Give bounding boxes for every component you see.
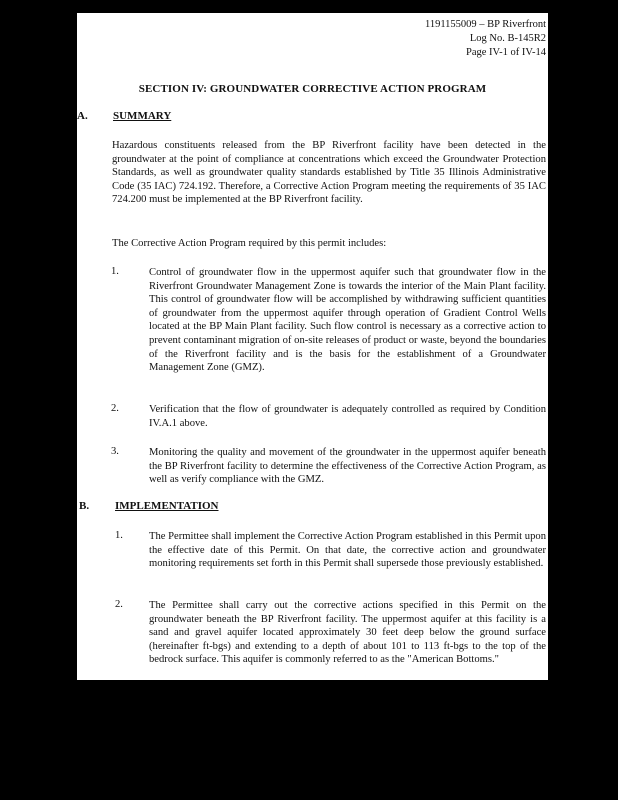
summary-item-3-number: 3. [111,446,119,457]
header-permit-id: 1191155009 – BP Riverfront [424,19,546,30]
summary-item-3-text: Monitoring the quality and movement of the groundwater in the uppermost aquifer beneath the BP Riverfront facility to determine the effectiveness of the Corrective Action Program, as well as verify compliance with the GMZ. [149,447,546,486]
implementation-item-2-number: 2. [115,599,123,610]
section-a-letter: A. [77,110,88,122]
summary-item-1-text: Control of groundwater flow in the uppermost aquifer such that groundwater flow in the Riverfront Groundwater Management Zone is towards the interior of the Main Plant facility. This control of groundwater flow will be accomplished by withdrawing sufficient quantities of groundwater from the uppermost aquifer through operation of Gradient Control Wells located at the BP Main Plant facility. Such flow control is necessary as a corrective action to prevent contaminant migration of on-site releases of product or waste, beyond the boundaries of the Riverfront facility and is the basis for the establishment of a Groundwater Management Zone (GMZ). [149,267,546,374]
implementation-item-1-text: The Permittee shall implement the Corrective Action Program established in this Permit upon the effective date of this Permit. On that date, the corrective action and groundwater monitoring requirements set forth in this Permit shall supersede those previously established. [149,531,546,570]
implementation-item-2-text: The Permittee shall carry out the corrective actions specified in this Permit on the groundwater beneath the BP Riverfront facility. The uppermost aquifer at this facility is a sand and gravel aquifer located approximately 30 feet deep below the ground surface (hereinafter ft-bgs) and extending to a depth of about 101 to 113 ft-bgs to the top of the bedrock surface. This aquifer is commonly referred to as the "American Bottoms." [149,600,546,666]
section-title: SECTION IV: GROUNDWATER CORRECTIVE ACTION PROGRAM [138,83,487,95]
section-b-heading: IMPLEMENTATION [115,500,219,512]
header-page-number: Page IV-1 of IV-14 [465,47,546,58]
summary-item-1-number: 1. [111,266,119,277]
summary-item-2-number: 2. [111,403,119,414]
implementation-item-1-number: 1. [115,530,123,541]
summary-paragraph: Hazardous constituents released from the BP Riverfront facility have been detected in the groundwater at the point of compliance at concentrations which exceed the Groundwater Protection Standards, as well as groundwater quality standards established by Title 35 Illinois Administrative Code (35 IAC) 724.192. Therefore, a Corrective Action Program meeting the requirements of 35 IAC 724.200 must be implemented at the BP Riverfront facility. [112,140,546,206]
section-b-letter: B. [79,500,90,512]
header-log-number: Log No. B-145R2 [469,33,546,44]
section-a-heading: SUMMARY [113,110,172,122]
document-page [77,13,548,680]
summary-item-2-text: Verification that the flow of groundwater is adequately controlled as required by Condition IV.A.1 above. [149,404,546,429]
program-lead-in: The Corrective Action Program required by this permit includes: [112,238,387,249]
